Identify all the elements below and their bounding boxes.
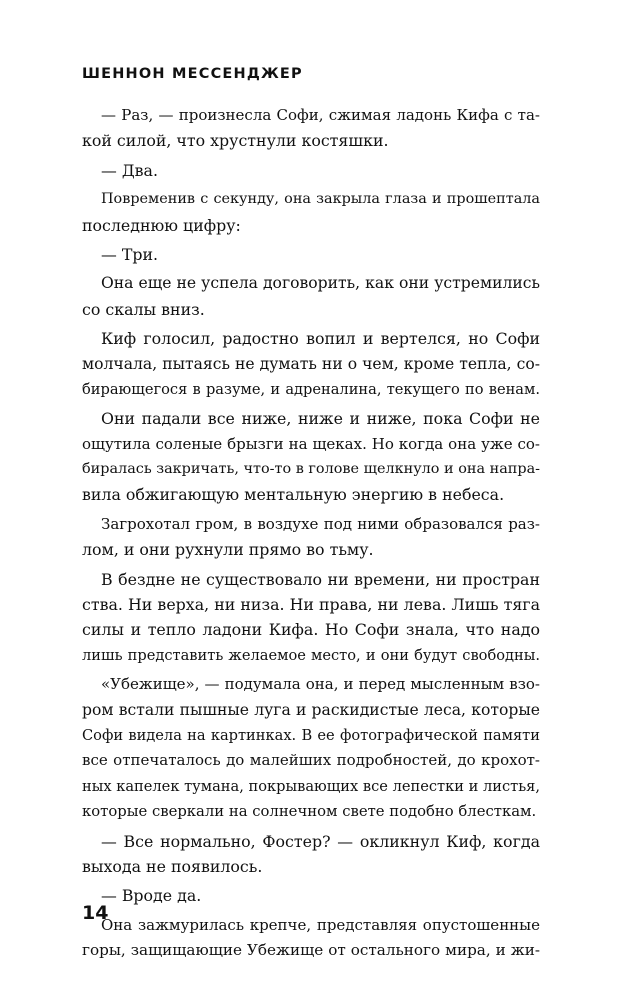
text-line: Киф голосил, радостно вопил и вертелся, но Софи	[101, 329, 540, 349]
text-line: молчала, пытаясь не думать ни о чем, кроме тепла, со-	[82, 354, 540, 373]
text-line: выхода не появилось.	[82, 856, 263, 876]
text-line: Они падали все ниже, ниже и ниже, пока Софи не	[101, 409, 540, 429]
text-line: бирающегося в разуме, и адреналина, текущего по венам.	[82, 380, 540, 398]
text-line: со скалы вниз.	[82, 299, 205, 319]
text-line: Загрохотал гром, в воздухе под ними образовался раз-	[101, 514, 540, 533]
text-line: — Все нормально, Фостер? — окликнул Киф, когда	[101, 831, 540, 851]
text-line: — Раз, — произнесла Софи, сжимая ладонь Кифа с та-	[101, 106, 540, 124]
text-line: последнюю цифру:	[82, 215, 241, 235]
text-line: «Убежище», — подумала она, и перед мысленным взо-	[101, 675, 540, 694]
text-line: Она еще не успела договорить, как они устремились	[101, 274, 540, 293]
text-line: В бездне не существовало ни времени, ни простран	[101, 569, 540, 589]
text-line: которые сверкали на солнечном свете подобно блесткам.	[82, 803, 537, 821]
text-line: вила обжигающую ментальную энергию в небеса.	[82, 485, 505, 505]
running-head: ШЕННОН МЕССЕНДЖЕР	[82, 66, 303, 82]
text-line: ром встали пышные луга и раскидистые леса, которые	[82, 700, 540, 719]
text-line: Повременив с секунду, она закрыла глаза и прошептала	[101, 191, 540, 208]
text-line: силы и тепло ладони Кифа. Но Софи знала, что надо	[82, 620, 540, 640]
body-text	[82, 103, 540, 964]
text-line: ных капелек тумана, покрывающих все лепестки и листья,	[82, 777, 540, 795]
text-line: горы, защищающие Убежище от остального мира, и жи-	[82, 941, 540, 960]
text-line: биралась закричать, что-то в голове щелкнуло и она напра-	[82, 461, 541, 478]
text-line: Софи видела на картинках. В ее фотографической памяти	[82, 726, 540, 744]
page-number: 14	[82, 902, 109, 924]
text-line: Она зажмурилась крепче, представляя опустошенные	[101, 915, 540, 934]
text-line: ства. Ни верха, ни низа. Ни права, ни лева. Лишь тяга	[82, 595, 540, 615]
text-line: лом, и они рухнули прямо во тьму.	[82, 540, 374, 560]
text-line: кой силой, что хрустнули костяшки.	[82, 131, 389, 151]
text-line: все отпечаталось до малейших подробностей, до крохот-	[82, 751, 540, 770]
text-line: ощутила соленые брызги на щеках. Но когда она уже со-	[82, 434, 540, 453]
text-line: лишь представить желаемое место, и они будут свободны.	[82, 646, 540, 664]
text-line: — Два.	[101, 160, 158, 180]
text-line: — Три.	[101, 244, 159, 264]
text-line: — Вроде да.	[101, 886, 202, 906]
